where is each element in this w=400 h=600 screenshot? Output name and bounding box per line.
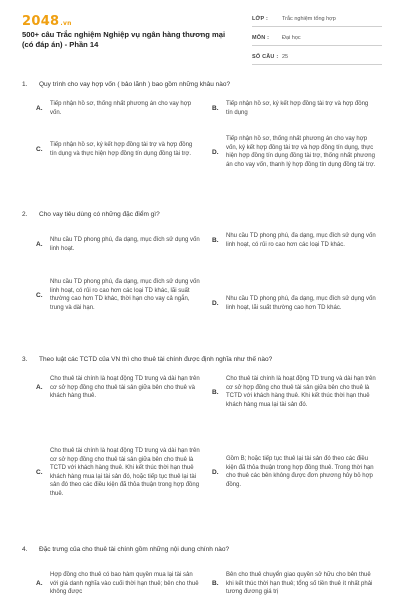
option-text: Nhu cầu TD phong phú, đa dạng, mục đích sử dụng vốn linh hoạt, có rủi ro cao hơn các loại TD khác, lãi suất thường cao hơn TD khác, thời hạn cho vay cả ngắn, trung và dài hạn. — [50, 279, 200, 311]
option-letter: D. — [212, 148, 219, 156]
option-b[interactable] — [212, 571, 382, 597]
option-c[interactable] — [36, 447, 206, 499]
meta-label: SỐ CÂU : — [252, 54, 279, 60]
question-text: Quy trình cho vay hợp vốn ( bảo lãnh ) bao gồm những khâu nào? — [39, 81, 231, 88]
option-text: Nhu cầu TD phong phú, đa dạng, mục đích sử dụng vốn linh hoạt. — [50, 237, 200, 252]
option-d[interactable] — [212, 135, 382, 169]
meta-value: 25 — [282, 54, 289, 60]
option-text: Tiếp nhận hồ sơ, ký kết hợp đồng tài trợ và hợp đồng tín dụng — [226, 101, 369, 116]
option-b[interactable] — [212, 232, 382, 249]
document-title: 500+ câu Trắc nghiệm Nghiệp vụ ngân hàng thương mại (có đáp án) - Phần 14 — [22, 30, 226, 49]
option-letter: C. — [36, 146, 43, 154]
meta-label: MÔN : — [252, 35, 270, 41]
question-number: 1. — [22, 81, 28, 88]
question-4 — [22, 545, 382, 596]
option-letter: A. — [36, 241, 43, 249]
option-letter: D. — [212, 300, 219, 308]
meta-row-class — [252, 12, 382, 27]
option-text: Tiếp nhận hồ sơ, thống nhất phương án cho vay hợp vốn, ký kết hợp đồng tài trợ và hợp đồng tín dụng, thực hiện hợp đồng tín dụng đồng tài trợ, thống nhất phương án cho vay vốn, thanh lý hợp đồng tín dụng đồng tài trợ. — [226, 136, 376, 168]
option-text: Hợp đồng cho thuê có bao hàm quyền mua lại tài sản với giá danh nghĩa vào cuối thời hạn thuê; bên cho thuê không được — [50, 572, 199, 596]
meta-value: Đại học — [282, 35, 301, 41]
question-stem — [22, 210, 382, 219]
meta-box — [252, 12, 382, 69]
option-b[interactable] — [212, 375, 382, 409]
option-letter: C. — [36, 291, 43, 299]
option-letter: B. — [212, 388, 219, 396]
option-a[interactable] — [36, 571, 206, 597]
meta-row-subject — [252, 31, 382, 46]
option-c[interactable] — [36, 141, 206, 158]
question-1 — [22, 80, 382, 168]
header — [0, 0, 400, 82]
logo-suffix: .vn — [60, 20, 72, 27]
question-stem — [22, 80, 382, 89]
option-letter: B. — [212, 580, 219, 588]
meta-label: LỚP : — [252, 16, 268, 22]
logo-text: 2048 — [22, 14, 60, 29]
option-text: Nhu cầu TD phong phú, đa dạng, mục đích sử dụng vốn linh hoạt, có rủi ro cao hơn các loại TD khác. — [226, 233, 376, 248]
meta-value: Trắc nghiệm tổng hợp — [282, 16, 336, 22]
question-text: Đặc trưng của cho thuê tài chính gồm những nội dung chính nào? — [39, 546, 230, 553]
option-letter: A. — [36, 105, 43, 113]
meta-row-count — [252, 50, 382, 65]
option-text: Tiếp nhận hồ sơ, thống nhất phương án cho vay hợp vốn. — [50, 101, 192, 116]
option-letter: B. — [212, 237, 219, 245]
site-logo[interactable] — [22, 14, 72, 29]
question-stem — [22, 355, 382, 364]
option-text: Tiếp nhận hồ sơ, ký kết hợp đồng tài trợ và hợp đồng tín dụng và thực hiện hợp đồng tín dụng đồng tài trợ. — [50, 142, 193, 157]
option-b[interactable] — [212, 100, 382, 117]
option-d[interactable] — [212, 455, 382, 489]
option-a[interactable] — [36, 236, 206, 253]
question-text: Cho vay tiêu dùng có những đặc điểm gì? — [39, 211, 160, 218]
question-number: 3. — [22, 356, 28, 363]
question-2 — [22, 210, 382, 311]
question-number: 2. — [22, 211, 28, 218]
option-text: Gồm B; hoặc tiếp tục thuê lại tài sản đó theo các điều kiện đã thỏa thuận trong hợp đồng thuê. Trong thời hạn cho thuê các bên không được đơn phương hủy bỏ hợp đồng. — [226, 456, 374, 488]
question-stem — [22, 545, 382, 554]
option-text: Bên cho thuê chuyển giao quyền sở hữu cho bên thuê khi kết thúc thời hạn thuê; tổng số tiền thuê ít nhất phải tương đương giá trị — [226, 572, 373, 596]
question-text: Theo luật các TCTD của VN thì cho thuê tài chính được định nghĩa như thế nào? — [39, 356, 273, 363]
option-letter: A. — [36, 384, 43, 392]
question-number: 4. — [22, 546, 28, 553]
option-d[interactable] — [212, 295, 382, 312]
option-text: Cho thuê tài chính là hoạt động TD trung và dài hạn trên cơ sở hợp đồng cho thuê tài sản giữa bên cho thuê là TCTD với khách hàng thuê. Khi kết thúc thời hạn thuê khách hàng mua lại tài sản đó. — [226, 376, 376, 408]
option-letter: D. — [212, 468, 219, 476]
question-3 — [22, 355, 382, 497]
option-text: Nhu cầu TD phong phú, đa dạng, mục đích sử dụng vốn linh hoạt, lãi suất thường cao hơn TD khác. — [226, 296, 376, 311]
option-c[interactable] — [36, 278, 206, 312]
option-letter: C. — [36, 469, 43, 477]
option-letter: B. — [212, 105, 219, 113]
option-text: Cho thuê tài chính là hoạt động TD trung và dài hạn trên cơ sở hợp đồng cho thuê tài sản giữa bên cho thuê là TCTD với khách hàng thuê. Khi kết thúc thời hạn thuê khách hàng mua lại tài sản đó, hoặc tiếp tục thuê lại tài sản đó theo các điều kiện đã thỏa thuận trong hợp đồng thuê. — [50, 448, 200, 497]
option-letter: A. — [36, 580, 43, 588]
option-a[interactable] — [36, 100, 206, 117]
option-a[interactable] — [36, 375, 206, 401]
option-text: Cho thuê tài chính là hoạt động TD trung và dài hạn trên cơ sở hợp đồng cho thuê tài sản giữa bên cho thuê và khách hàng thuê. — [50, 376, 200, 400]
